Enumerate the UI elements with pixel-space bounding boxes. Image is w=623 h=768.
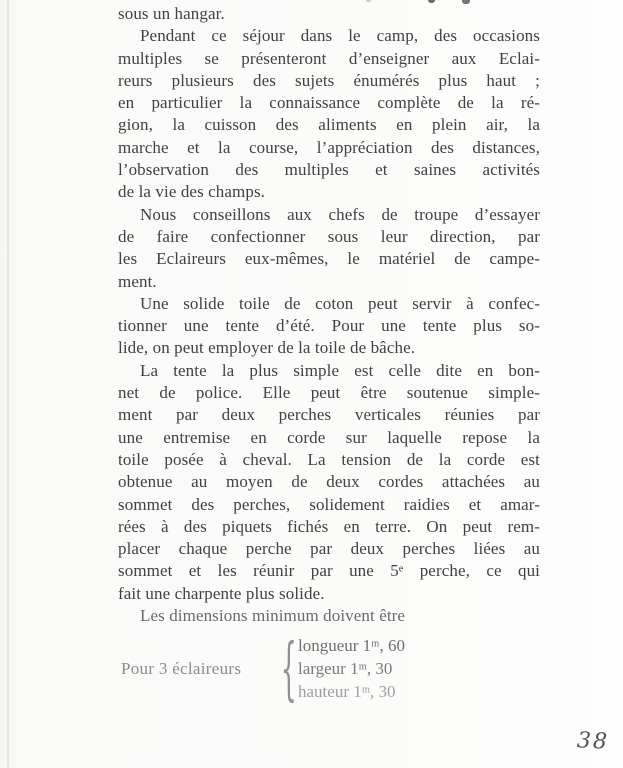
text-line: de la vie des champs. [118, 182, 266, 202]
curly-brace-icon: { [280, 628, 297, 709]
text-line: obtenue au moyen de deux cordes attachées au [118, 472, 540, 492]
text-line: sous un hangar. [118, 4, 225, 23]
dimensions-block [118, 628, 405, 709]
dimension-item-largeur: largeur 1ᵐ, 30 [298, 659, 393, 678]
dimensions-list [294, 634, 405, 703]
cut-off-text-fragment [366, 0, 371, 2]
text-line: sommet des perches, solidement raidies et amar- [118, 494, 540, 514]
scan-gutter-edge-line [7, 0, 9, 768]
text-line: l’observation des multiples et saines activités [118, 160, 540, 180]
dimension-item-longueur: longueur 1ᵐ, 60 [298, 636, 405, 655]
text-column [118, 3, 540, 627]
text-line: les Eclaireurs eux-mêmes, le matériel de campe- [118, 249, 540, 269]
text-line: sommet et les réunir par une 5ᵉ perche, ce qui [118, 561, 540, 581]
text-line: La tente la plus simple est celle dite en bon- [140, 360, 540, 380]
text-line: Pendant ce séjour dans le camp, des occasions [140, 26, 540, 46]
text-line: de faire confectionner sous leur direction, par [118, 226, 540, 246]
text-line: tionner une tente d’été. Pour une tente plus so- [118, 316, 540, 336]
dimension-item-hauteur: hauteur 1ᵐ, 30 [298, 682, 396, 701]
text-line: gion, la cuisson des aliments en plein air, la [118, 115, 540, 135]
text-line: en particulier la connaissance complète de la ré- [118, 93, 540, 113]
text-line: reurs plusieurs des sujets énumérés plus haut ; [118, 70, 540, 90]
text-line: multiples se présenteront d’enseigner aux Eclai- [118, 48, 540, 68]
text-line: ment. [118, 271, 157, 291]
handwritten-page-number: 38 [576, 728, 610, 755]
text-line: toile posée à cheval. La tension de la corde est [118, 449, 540, 469]
text-line: placer chaque perche par deux perches liées au [118, 539, 540, 559]
text-line: rées à des piquets fichés en terre. On peut rem- [118, 516, 540, 536]
text-line: une entremise en corde sur laquelle repose la [118, 427, 540, 447]
text-line: net de police. Elle peut être soutenue simple- [118, 383, 540, 403]
text-line: marche et la course, l’appréciation des distances, [118, 137, 540, 157]
text-line: lide, on peut employer de la toile de bâche. [118, 338, 416, 358]
text-line: Une solide toile de coton peut servir à confec- [140, 293, 540, 313]
text-line: Nous conseillons aux chefs de troupe d’essayer [140, 204, 540, 224]
dimensions-label: Pour 3 éclaireurs [121, 658, 242, 678]
text-line: ment par deux perches verticales réunies par [118, 405, 540, 425]
text-line: fait une charpente plus solide. [118, 583, 325, 603]
text-line: Les dimensions minimum doivent être [140, 606, 406, 626]
